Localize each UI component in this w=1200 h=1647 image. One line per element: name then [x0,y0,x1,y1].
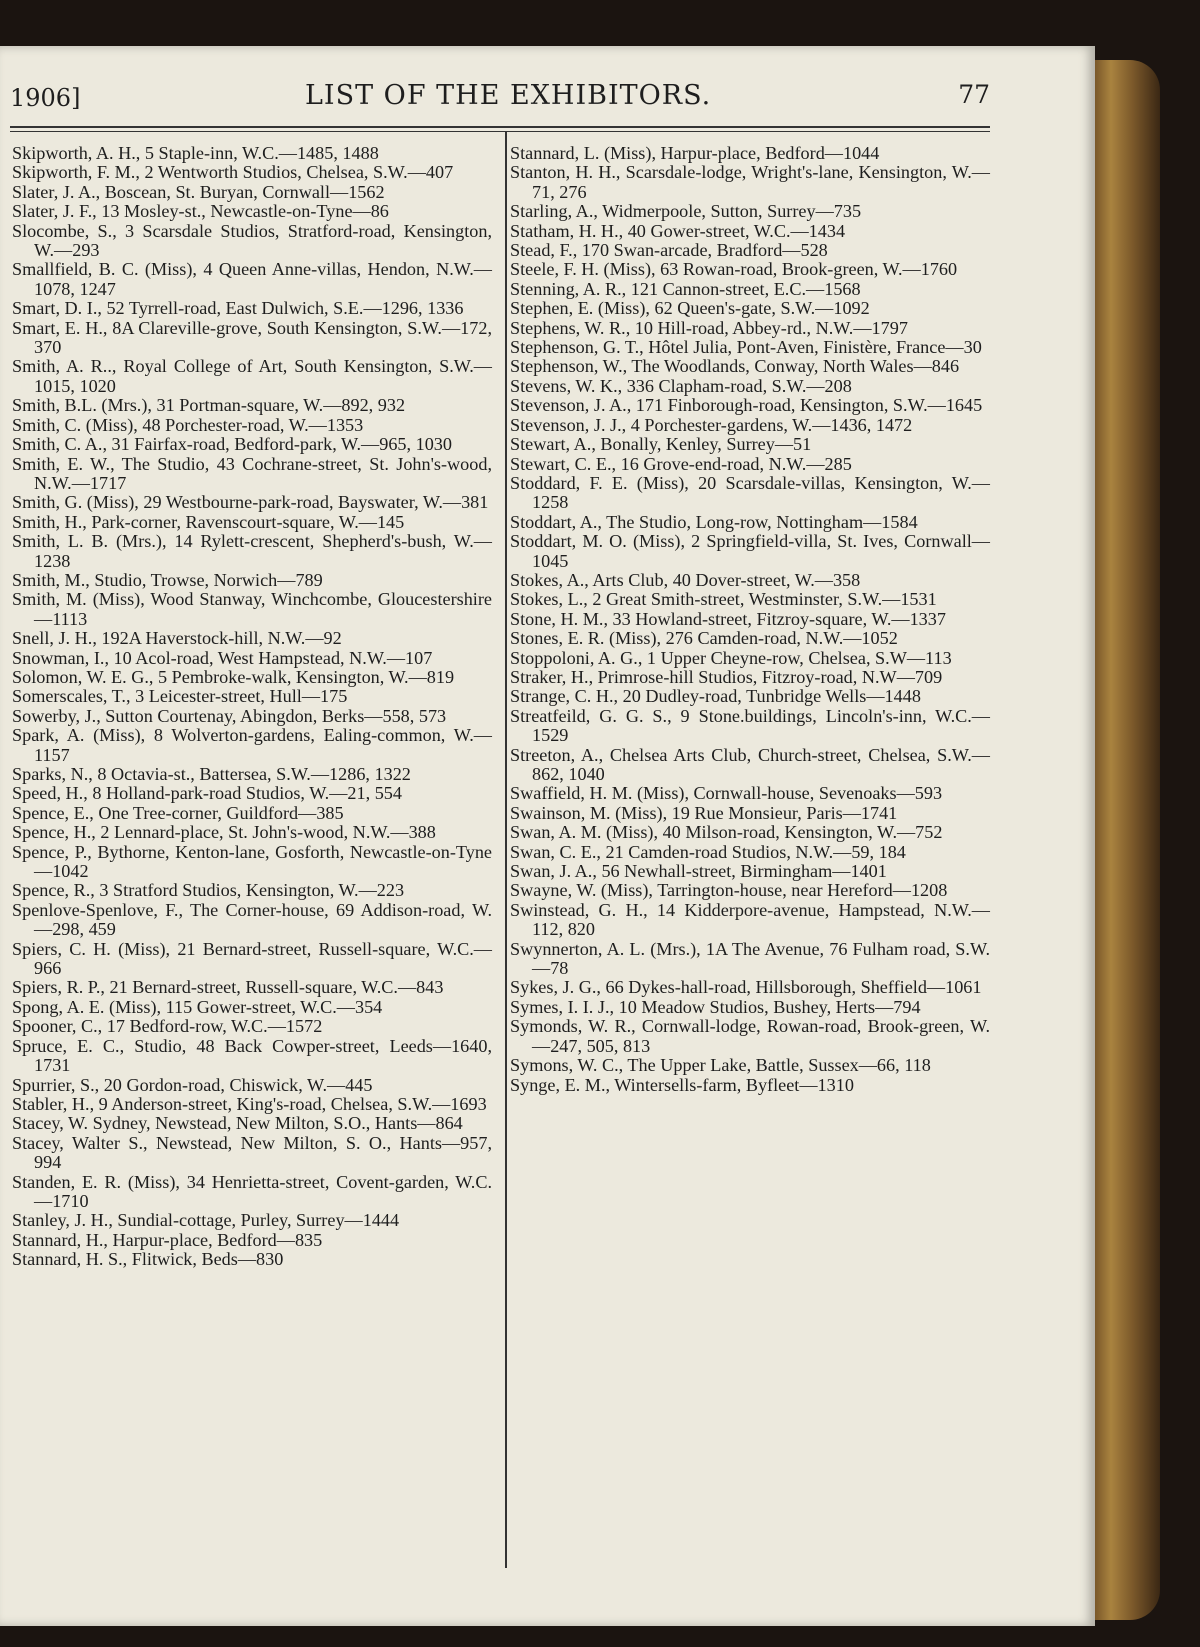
exhibitor-entry: Stenning, A. R., 121 Cannon-street, E.C.—1568 [510,278,861,299]
exhibitor-entry: Spiers, R. P., 21 Bernard-street, Russell-square, W.C.—843 [12,977,444,998]
exhibitor-entry: Stokes, L., 2 Great Smith-street, Westminster, S.W.—1531 [510,589,937,610]
exhibitor-entry: Swainson, M. (Miss), 19 Rue Monsieur, Paris—1741 [510,802,898,823]
header-rule-thick [10,126,990,128]
exhibitor-entry: Stephen, E. (Miss), 62 Queen's-gate, S.W.—1092 [510,298,870,319]
exhibitor-entry: Stevenson, J. J., 4 Porchester-gardens, W.—1436, 1472 [510,414,913,435]
exhibitor-entry: Symons, W. C., The Upper Lake, Battle, Sussex—66, 118 [510,1055,931,1076]
exhibitor-entry: Smith, E. W., The Studio, 43 Cochrane-street, St. John's-wood, N.W.—1717 [12,453,492,493]
exhibitor-entry: Smart, D. I., 52 Tyrrell-road, East Dulwich, S.E.—1296, 1336 [12,298,464,319]
exhibitor-entry: Swynnerton, A. L. (Mrs.), 1A The Avenue, 76 Fulham road, S.W.—78 [510,938,990,979]
exhibitor-entry: Stoddart, A., The Studio, Long-row, Nottingham—1584 [510,511,918,532]
header-rule-thin [10,131,990,132]
exhibitor-entry: Stacey, W. Sydney, Newstead, New Milton, S.O., Hants—864 [12,1113,463,1134]
exhibitor-entry: Snell, J. H., 192A Haverstock-hill, N.W.—92 [12,628,342,649]
exhibitor-entry: Stannard, H., Harpur-place, Bedford—835 [12,1229,323,1250]
exhibitor-entry: Smith, H., Park-corner, Ravenscourt-square, W.—145 [12,511,405,532]
exhibitor-entry: Snowman, I., 10 Acol-road, West Hampstead, N.W.—107 [12,647,433,668]
running-header [10,80,990,120]
exhibitor-entry: Stoppoloni, A. G., 1 Upper Cheyne-row, Chelsea, S.W—113 [510,647,952,668]
book-edge [1090,60,1160,1620]
exhibitor-entry: Smith, B.L. (Mrs.), 31 Portman-square, W.—892, 932 [12,395,406,416]
exhibitor-entry: Swan, J. A., 56 Newhall-street, Birmingham—1401 [510,861,887,882]
exhibitor-entry: Speed, H., 8 Holland-park-road Studios, W.—21, 554 [12,783,402,804]
exhibitor-entry: Starling, A., Widmerpoole, Sutton, Surrey—735 [510,201,862,222]
exhibitor-entry: Skipworth, F. M., 2 Wentworth Studios, Chelsea, S.W.—407 [12,162,454,183]
book-page [0,46,1095,1626]
exhibitor-entry: Stabler, H., 9 Anderson-street, King's-road, Chelsea, S.W.—1693 [12,1093,487,1114]
exhibitor-entry: Slocombe, S., 3 Scarsdale Studios, Stratford-road, Kensington, W.—293 [12,220,492,261]
exhibitor-entry: Spooner, C., 17 Bedford-row, W.C.—1572 [12,1016,323,1037]
exhibitor-entry: Smith, C. (Miss), 48 Porchester-road, W.—1353 [12,414,364,435]
exhibitor-entry: Spruce, E. C., Studio, 48 Back Cowper-street, Leeds—1640, 1731 [12,1035,492,1076]
column-divider [505,132,507,1568]
exhibitor-entry: Stephens, W. R., 10 Hill-road, Abbey-rd., N.W.—1797 [510,317,908,338]
exhibitor-entry: Stannard, L. (Miss), Harpur-place, Bedford—1044 [510,143,880,163]
exhibitor-entry: Stokes, A., Arts Club, 40 Dover-street, W.—358 [510,569,861,590]
header-year: 1906] [10,84,81,112]
exhibitor-entry: Smith, G. (Miss), 29 Westbourne-park-road, Bayswater, W.—381 [12,492,489,513]
exhibitor-entry: Spong, A. E. (Miss), 115 Gower-street, W.C.—354 [12,996,383,1017]
exhibitor-entry: Somerscales, T., 3 Leicester-street, Hull—175 [12,686,348,707]
exhibitor-entry: Symonds, W. R., Cornwall-lodge, Rowan-road, Brook-green, W.—247, 505, 813 [510,1016,990,1056]
exhibitor-entry: Sykes, J. G., 66 Dykes-hall-road, Hillsborough, Sheffield—1061 [510,977,982,998]
exhibitor-entry: Spence, H., 2 Lennard-place, St. John's-wood, N.W.—388 [12,822,436,843]
exhibitor-entry: Stacey, Walter S., Newstead, New Milton, S. O., Hants—957, 994 [12,1132,492,1173]
exhibitor-entry: Smith, L. B. (Mrs.), 14 Rylett-crescent, Shepherd's-bush, W.—1238 [12,531,492,571]
exhibitor-entry: Spurrier, S., 20 Gordon-road, Chiswick, W.—445 [12,1074,373,1095]
exhibitor-entry: Stephenson, G. T., Hôtel Julia, Pont-Aven, Finistère, France—30 [510,337,982,358]
right-column [510,144,990,1095]
exhibitor-entry: Symes, I. I. J., 10 Meadow Studios, Bushey, Herts—794 [510,996,921,1017]
exhibitor-entry: Smith, A. R.., Royal College of Art, South Kensington, S.W.—1015, 1020 [12,356,492,396]
exhibitor-entry: Stannard, H. S., Flitwick, Beds—830 [12,1249,284,1270]
exhibitor-entry: Standen, E. R. (Miss), 34 Henrietta-street, Covent-garden, W.C.—1710 [12,1171,492,1211]
exhibitor-entry: Sowerby, J., Sutton Courtenay, Abingdon, Berks—558, 573 [12,705,447,726]
page-number: 77 [958,80,990,109]
exhibitor-entry: Streatfeild, G. G. S., 9 Stone.buildings, Lincoln's-inn, W.C.—1529 [510,705,990,746]
exhibitor-entry: Smallfield, B. C. (Miss), 4 Queen Anne-villas, Hendon, N.W.—1078, 1247 [12,259,492,299]
left-column [12,144,492,1270]
exhibitor-entry: Spence, P., Bythorne, Kenton-lane, Gosforth, Newcastle-on-Tyne—1042 [12,841,492,882]
exhibitor-entry: Synge, E. M., Wintersells-farm, Byfleet—1310 [510,1074,854,1095]
exhibitor-entry: Swayne, W. (Miss), Tarrington-house, near Hereford—1208 [510,880,948,901]
exhibitor-entry: Stevens, W. K., 336 Clapham-road, S.W.—208 [510,375,852,396]
exhibitor-entry: Spiers, C. H. (Miss), 21 Bernard-street, Russell-square, W.C.—966 [12,938,492,979]
exhibitor-entry: Spenlove-Spenlove, F., The Corner-house, 69 Addison-road, W.—298, 459 [12,899,492,940]
exhibitor-entry: Smith, M., Studio, Trowse, Norwich—789 [12,569,323,590]
exhibitor-entry: Streeton, A., Chelsea Arts Club, Church-street, Chelsea, S.W.—862, 1040 [510,744,990,784]
exhibitor-entry: Strange, C. H., 20 Dudley-road, Tunbridge Wells—1448 [510,686,921,707]
exhibitor-entry: Stoddart, M. O. (Miss), 2 Springfield-villa, St. Ives, Cornwall—1045 [510,531,990,571]
exhibitor-entry: Straker, H., Primrose-hill Studios, Fitzroy-road, N.W—709 [510,666,943,687]
exhibitor-entry: Smart, E. H., 8A Clareville-grove, South Kensington, S.W.—172, 370 [12,317,492,358]
exhibitor-entry: Stones, E. R. (Miss), 276 Camden-road, N.W.—1052 [510,628,898,649]
exhibitor-entry: Smith, C. A., 31 Fairfax-road, Bedford-park, W.—965, 1030 [12,434,452,455]
exhibitor-entry: Statham, H. H., 40 Gower-street, W.C.—1434 [510,220,846,241]
exhibitor-entry: Skipworth, A. H., 5 Staple-inn, W.C.—1485, 1488 [12,143,379,163]
exhibitor-entry: Stanton, H. H., Scarsdale-lodge, Wright's-lane, Kensington, W.—71, 276 [510,162,990,202]
exhibitor-entry: Stewart, C. E., 16 Grove-end-road, N.W.—285 [510,453,852,474]
exhibitor-entry: Swan, A. M. (Miss), 40 Milson-road, Kensington, W.—752 [510,822,943,843]
exhibitor-entry: Stead, F., 170 Swan-arcade, Bradford—528 [510,240,828,261]
exhibitor-entry: Spark, A. (Miss), 8 Wolverton-gardens, Ealing-common, W.—1157 [12,725,492,765]
exhibitor-entry: Swaffield, H. M. (Miss), Cornwall-house, Sevenoaks—593 [510,783,943,804]
exhibitor-entry: Swinstead, G. H., 14 Kidderpore-avenue, Hampstead, N.W.—112, 820 [510,899,990,940]
exhibitor-entry: Stoddard, F. E. (Miss), 20 Scarsdale-villas, Kensington, W.—1258 [510,472,990,513]
exhibitor-entry: Solomon, W. E. G., 5 Pembroke-walk, Kensington, W.—819 [12,666,455,687]
exhibitor-entry: Steele, F. H. (Miss), 63 Rowan-road, Brook-green, W.—1760 [510,259,958,280]
exhibitor-entry: Stephenson, W., The Woodlands, Conway, North Wales—846 [510,356,960,377]
exhibitor-entry: Stanley, J. H., Sundial-cottage, Purley, Surrey—1444 [12,1210,400,1231]
exhibitor-entry: Slater, J. F., 13 Mosley-st., Newcastle-on-Tyne—86 [12,201,389,222]
page-title: LIST OF THE EXHIBITORS. [305,80,712,111]
exhibitor-entry: Smith, M. (Miss), Wood Stanway, Winchcombe, Gloucestershire—1113 [12,589,492,629]
exhibitor-entry: Stewart, A., Bonally, Kenley, Surrey—51 [510,434,812,455]
exhibitor-entry: Stone, H. M., 33 Howland-street, Fitzroy-square, W.—1337 [510,608,946,629]
exhibitor-entry: Stevenson, J. A., 171 Finborough-road, Kensington, S.W.—1645 [510,395,983,416]
exhibitor-entry: Sparks, N., 8 Octavia-st., Battersea, S.W.—1286, 1322 [12,764,411,784]
exhibitor-entry: Swan, C. E., 21 Camden-road Studios, N.W.—59, 184 [510,841,906,862]
exhibitor-entry: Slater, J. A., Boscean, St. Buryan, Cornwall—1562 [12,181,385,202]
exhibitor-entry: Spence, R., 3 Stratford Studios, Kensington, W.—223 [12,880,405,901]
exhibitor-entry: Spence, E., One Tree-corner, Guildford—385 [12,802,344,823]
